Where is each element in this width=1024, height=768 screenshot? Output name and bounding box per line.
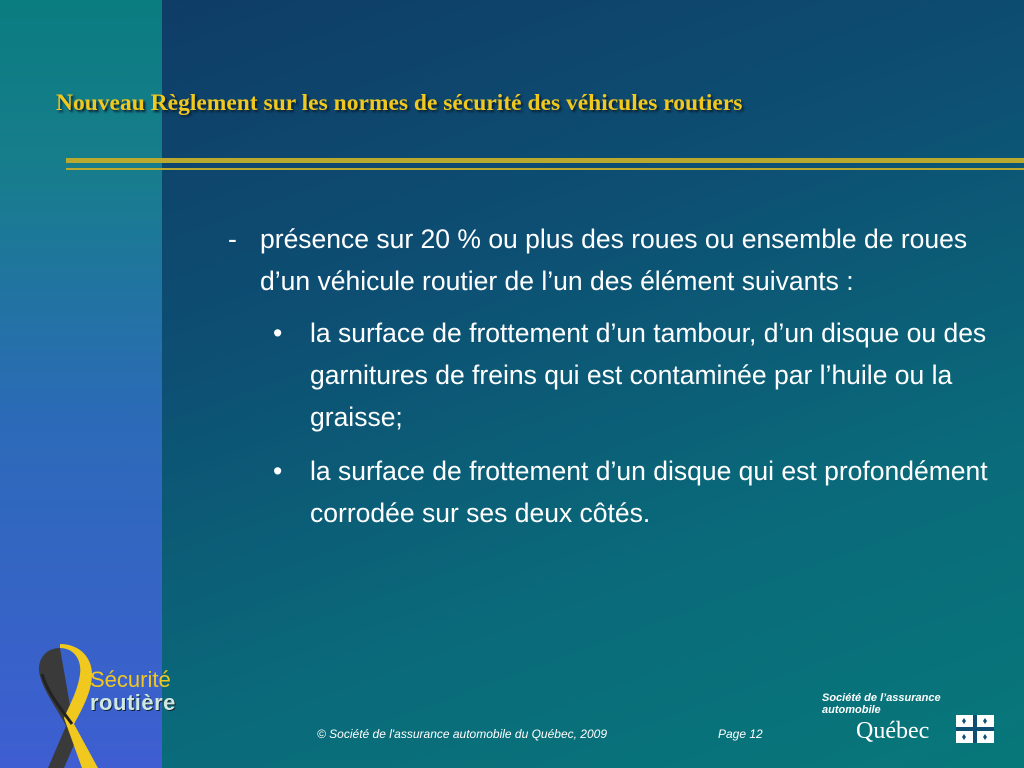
- sub-point-text: la surface de frottement d’un disque qui est profondément corrodée sur ses deux côtés.: [310, 456, 988, 528]
- title-rule-thin: [66, 168, 1024, 170]
- footer-page-number: Page 12: [718, 727, 763, 741]
- bullet-marker: •: [273, 318, 283, 348]
- saaq-logo: [822, 692, 1002, 752]
- sub-point: [273, 450, 998, 534]
- securite-routiere-logo: [90, 668, 176, 714]
- main-point: [228, 218, 998, 302]
- slide-title: Nouveau Règlement sur les normes de sécurité des véhicules routiers: [56, 90, 743, 116]
- saaq-org-name: Société de l’assurance automobile: [822, 692, 941, 716]
- sub-point: [273, 312, 998, 438]
- sub-point-text: la surface de frottement d’un tambour, d’un disque ou des garnitures de freins qui est contaminée par l’huile ou la graisse;: [310, 318, 987, 432]
- logo-line-2: routière: [90, 690, 176, 715]
- bullet-marker: •: [273, 456, 283, 486]
- sub-point-list: [228, 312, 998, 534]
- fleur-de-lis-flag-icon: [956, 715, 994, 743]
- logo-line-1: Sécurité: [90, 667, 171, 692]
- main-point-text: présence sur 20 % ou plus des roues ou ensemble de roues d’un véhicule routier de l’un des élément suivants :: [260, 224, 968, 296]
- title-rule-thick: [66, 158, 1024, 163]
- quebec-wordmark: Québec: [856, 718, 930, 744]
- slide-body: [228, 218, 998, 546]
- dash-marker: -: [228, 224, 237, 254]
- footer-copyright: © Société de l'assurance automobile du Québec, 2009: [317, 727, 607, 741]
